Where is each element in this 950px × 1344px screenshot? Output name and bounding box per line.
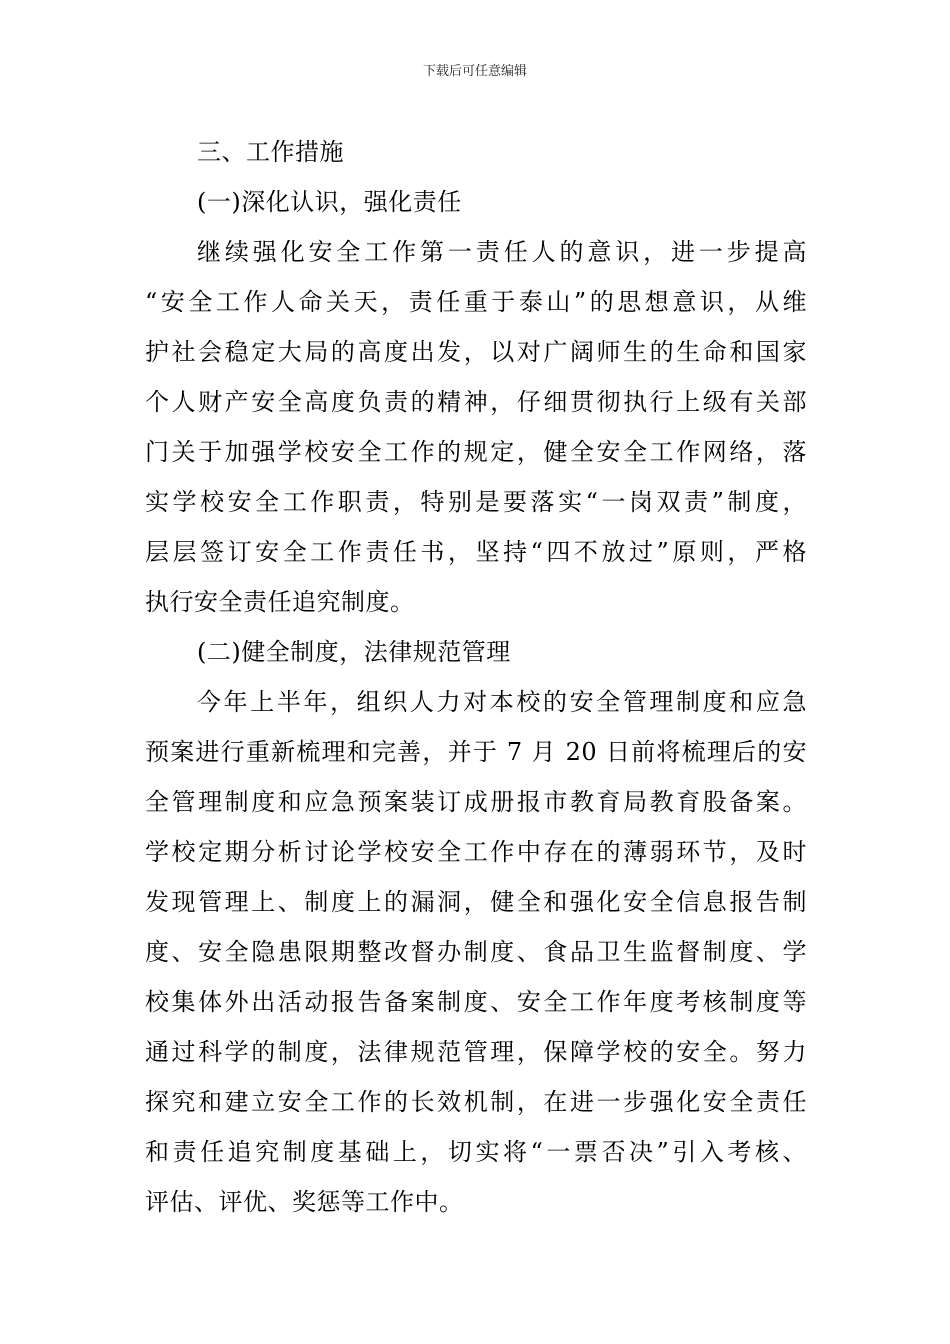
page-header-note: 下载后可任意编辑 — [422, 64, 527, 79]
paragraph-line: 全管理制度和应急预案装订成册报市教育局教育股备案。 — [145, 788, 807, 816]
paragraph-line: 门关于加强学校安全工作的规定，健全安全工作网络，落 — [145, 438, 807, 466]
document-body — [145, 127, 807, 1227]
paragraph-line: 今年上半年，组织人力对本校的安全管理制度和应急 — [197, 688, 807, 716]
paragraph-line: 继续强化安全工作第一责任人的意识，进一步提高 — [197, 238, 807, 266]
paragraph-line: 预案进行重新梳理和完善，并于 7 月 20 日前将梳理后的安 — [145, 738, 807, 766]
paragraph-line: 层层签订安全工作责任书，坚持“四不放过”原则，严格 — [145, 538, 807, 566]
paragraph-line: 探究和建立安全工作的长效机制，在进一步强化安全责任 — [145, 1088, 807, 1116]
paragraph-line: 执行安全责任追究制度。 — [145, 588, 415, 616]
paragraph-line: 通过科学的制度，法律规范管理，保障学校的安全。努力 — [145, 1038, 807, 1066]
paragraph-line: 发现管理上、制度上的漏洞，健全和强化安全信息报告制 — [145, 888, 807, 916]
paragraph-line: 护社会稳定大局的高度出发，以对广阔师生的生命和国家 — [145, 338, 807, 366]
paragraph-line: 校集体外出活动报告备案制度、安全工作年度考核制度等 — [145, 988, 807, 1016]
paragraph-line: 度、安全隐患限期整改督办制度、食品卫生监督制度、学 — [145, 938, 807, 966]
paragraph-line: 评估、评优、奖惩等工作中。 — [145, 1188, 464, 1216]
paragraph-line: “安全工作人命关天，责任重于泰山”的思想意识，从维 — [145, 288, 807, 316]
paragraph-line: 个人财产安全高度负责的精神，仔细贯彻执行上级有关部 — [145, 388, 807, 416]
subsection-title-1: (一)深化认识，强化责任 — [197, 188, 462, 216]
section-title: 三、工作措施 — [197, 138, 344, 166]
subsection-title-2: (二)健全制度，法律规范管理 — [197, 638, 511, 666]
paragraph-line: 学校定期分析讨论学校安全工作中存在的薄弱环节，及时 — [145, 838, 807, 866]
paragraph-line: 实学校安全工作职责，特别是要落实“一岗双责”制度， — [145, 488, 807, 516]
paragraph-line: 和责任追究制度基础上，切实将“一票否决”引入考核、 — [145, 1138, 807, 1166]
